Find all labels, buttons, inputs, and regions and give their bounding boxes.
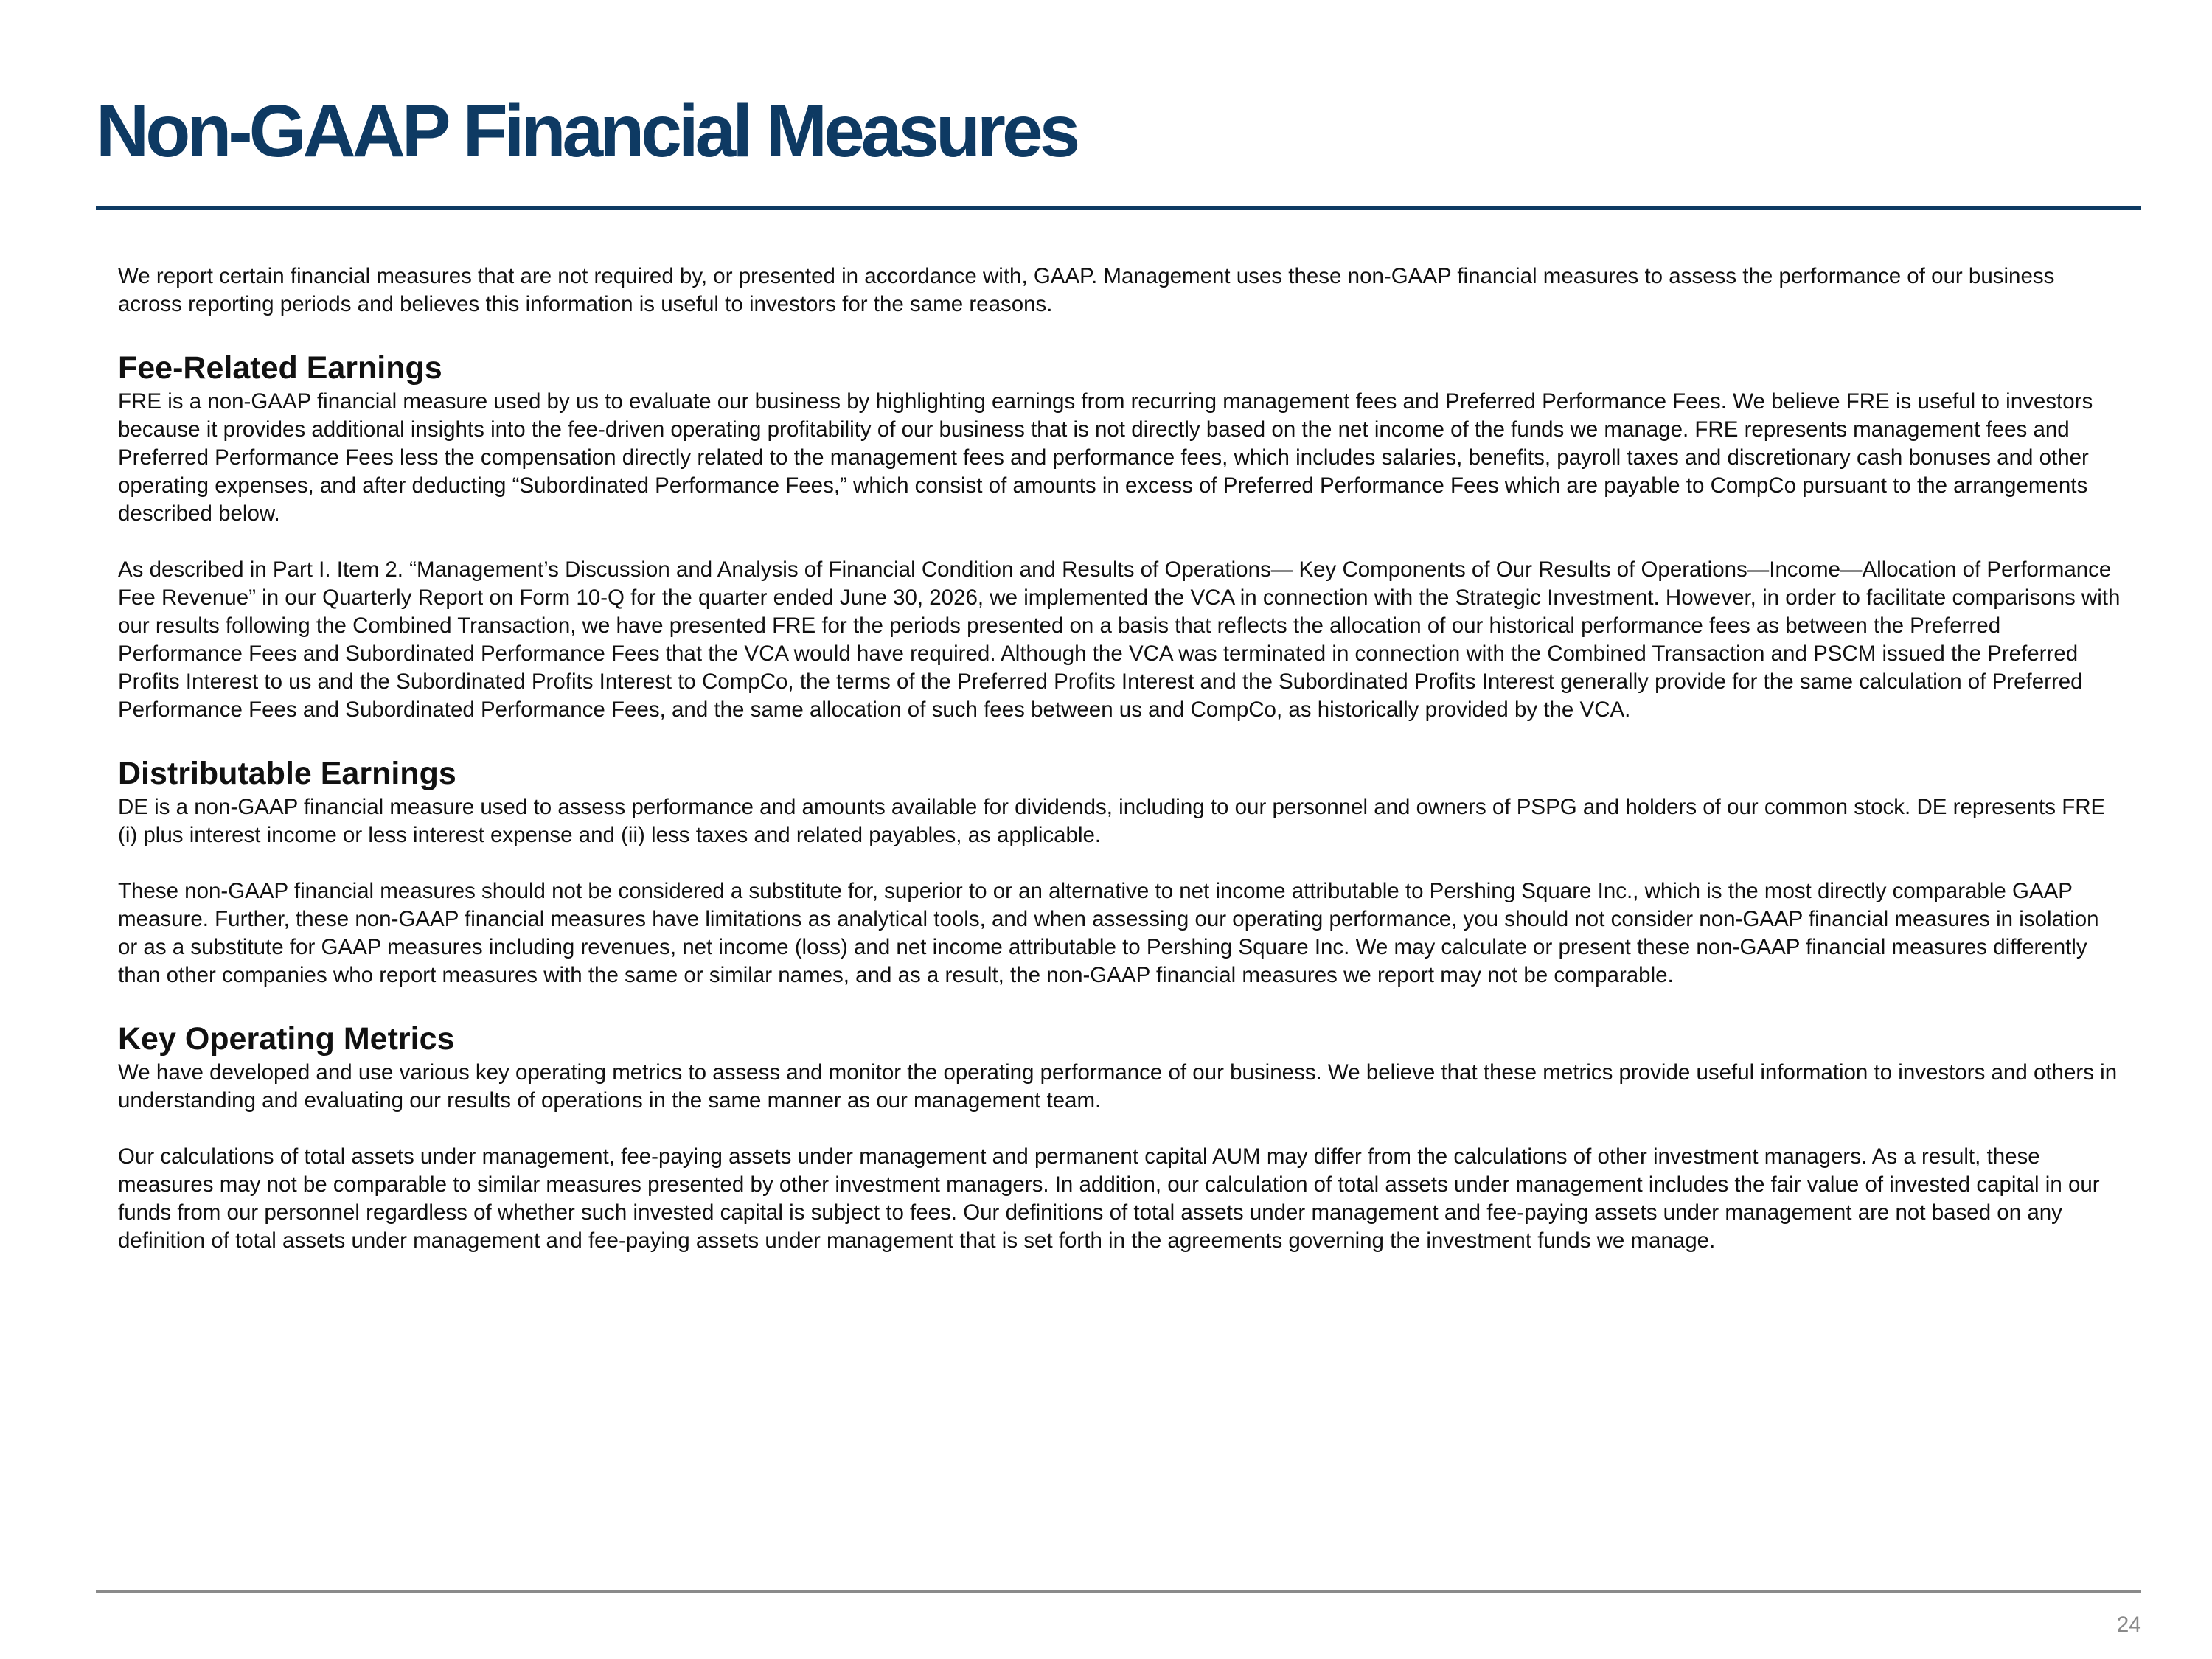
slide-body: [118, 262, 2121, 1255]
non-gaap-limitations-paragraph: These non-GAAP financial measures should not be considered a substitute for, superior to or an alternative to net income attributable to Pershing Square Inc., which is the most directly comparable GAAP measure. Further, these non-GAAP financial measures have limitations as analytical tools, and when assessing our operating performance, you should not consider non-GAAP financial measures in isolation or as a substitute for GAAP measures including revenues, net income (loss) and net income attributable to Pershing Square Inc. We may calculate or present these non-GAAP financial measures differently than other companies who report measures with the same or similar names, and as a result, the non-GAAP financial measures we report may not be comparable.: [118, 879, 2099, 987]
fre-definition-paragraph: FRE is a non-GAAP financial measure used by us to evaluate our business by highlighting earnings from recurring management fees and Preferred Performance Fees. We believe FRE is useful to investors because it provides additional insights into the fee-driven operating profitability of our business that is not directly based on the net income of the funds we manage. FRE represents management fees and Preferred Performance Fees less the compensation directly related to the management fees and performance fees, which includes salaries, benefits, payroll taxes and discretionary cash bonuses and other operating expenses, and after deducting “Subordinated Performance Fees,” which consist of amounts in excess of Preferred Performance Fees which are payable to CompCo pursuant to the arrangements described below.: [118, 389, 2093, 526]
page-number: 24: [2116, 1613, 2141, 1637]
aum-calculation-paragraph: Our calculations of total assets under management, fee-paying assets under management and permanent capital AUM may differ from the calculations of other investment managers. As a result, these measures may not be comparable to similar measures presented by other investment managers. In addition, our calculation of total assets under management includes the fair value of invested capital in our funds from our personnel regardless of whether such invested capital is subject to fees. Our definitions of total assets under management and fee-paying assets under management are not based on any definition of total assets under management and fee-paying assets under management that is set forth in the agreements governing the investment funds we manage.: [118, 1144, 2100, 1253]
section-heading-key-operating-metrics: Key Operating Metrics: [118, 1021, 455, 1057]
fre-vca-paragraph: As described in Part I. Item 2. “Management’s Discussion and Analysis of Financial Condition and Results of Operations— Key Components of Our Results of Operations—Income—Allocation of Performance Fee Revenue” in our Quarterly Report on Form 10-Q for the quarter ended June 30, 2026, we implemented the VCA in connection with the Strategic Investment. However, in order to facilitate comparisons with our results following the Combined Transaction, we have presented FRE for the periods presented on a basis that reflects the allocation of our historical performance fees as between the Preferred Performance Fees and Subordinated Performance Fees that the VCA would have required. Although the VCA was terminated in connection with the Combined Transaction and PSCM issued the Preferred Profits Interest to us and the Subordinated Profits Interest to CompCo, the terms of the Preferred Profits Interest and the Subordinated Profits Interest generally provide for the same calculation of Preferred Performance Fees and Subordinated Performance Fees, and the same allocation of such fees between us and CompCo, as historically provided by the VCA.: [118, 557, 2121, 722]
de-definition-paragraph: DE is a non-GAAP financial measure used to assess performance and amounts available for dividends, including to our personnel and owners of PSPG and holders of our common stock. DE represents FRE (i) plus interest income or less interest expense and (ii) less taxes and related payables, as applicable.: [118, 795, 2106, 847]
intro-paragraph: We report certain financial measures that are not required by, or presented in accordance with, GAAP. Management uses these non-GAAP financial measures to assess the performance of our business across reporting periods and believes this information is useful to investors for the same reasons.: [118, 264, 2055, 316]
title-divider: [96, 206, 2141, 210]
page-title: Non-GAAP Financial Measures: [96, 90, 1077, 173]
section-heading-fee-related-earnings: Fee-Related Earnings: [118, 350, 442, 386]
metrics-overview-paragraph: We have developed and use various key operating metrics to assess and monitor the operating performance of our business. We believe that these metrics provide useful information to investors and others in understanding and evaluating our results of operations in the same manner as our management team.: [118, 1060, 2118, 1113]
footer-divider: [96, 1590, 2141, 1593]
section-heading-distributable-earnings: Distributable Earnings: [118, 756, 456, 791]
